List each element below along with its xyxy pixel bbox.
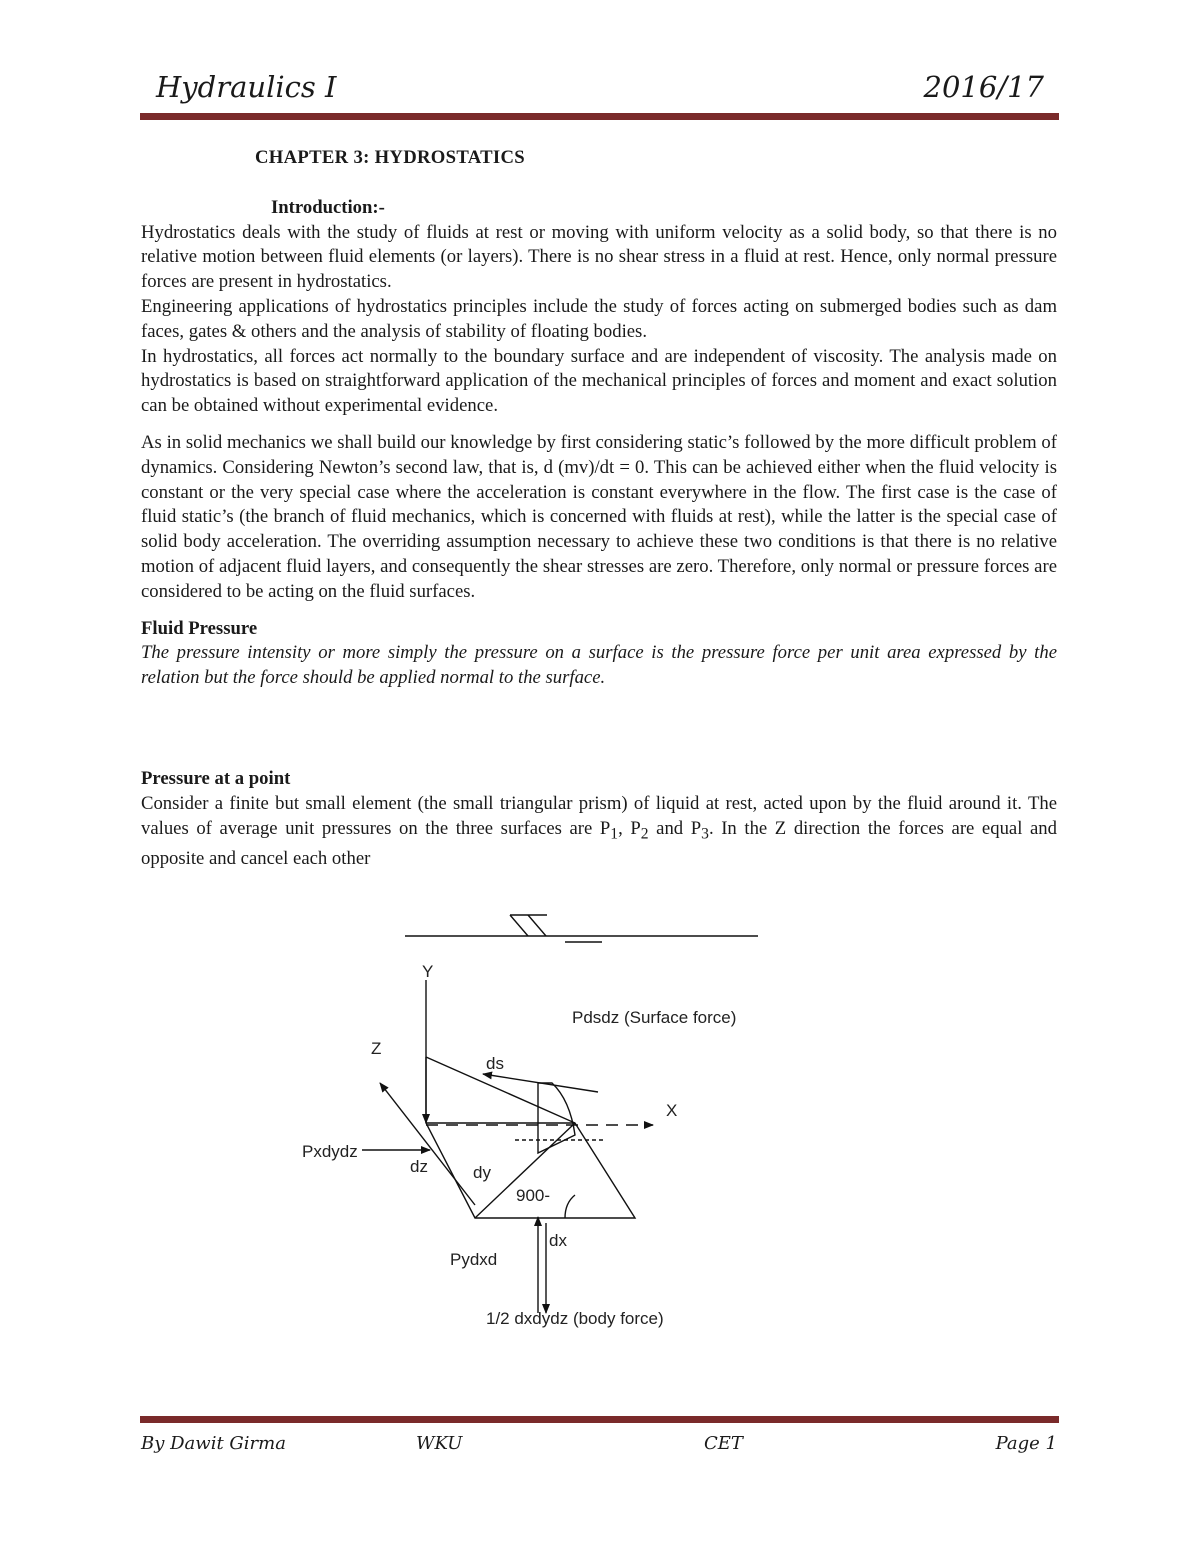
x-axis-label: X (666, 1101, 678, 1120)
paragraph-2: Engineering applications of hydrostatics principles include the study of forces acting on submerged bodies such as dam faces, gates & others and the analysis of stability of floating bodies. (141, 295, 1057, 342)
header-title: Hydraulics I (156, 70, 337, 104)
intro-heading: Introduction:- (271, 196, 385, 218)
angle-arc (565, 1195, 575, 1218)
chapter-title: CHAPTER 3: HYDROSTATICS (255, 147, 525, 168)
document-body (141, 146, 1057, 872)
pressure-point-sep2: and P (648, 817, 702, 839)
footer-author: By Dawit Girma (141, 1433, 286, 1454)
pressure-point-heading: Pressure at a point (141, 767, 291, 789)
pressure-point-text (141, 792, 1057, 872)
dy-label: dy (473, 1163, 491, 1182)
surface-force-label: Pdsdz (Surface force) (572, 1008, 737, 1027)
pressure-point-sep1: , P (618, 817, 641, 839)
footer-page: Page 1 (995, 1433, 1057, 1454)
free-surface-symbol-slash2 (528, 915, 546, 936)
free-surface-symbol-slash1 (510, 915, 528, 936)
fluid-pressure-heading: Fluid Pressure (141, 617, 258, 639)
p2-subscript: 2 (640, 825, 649, 843)
footer-institution: WKU (416, 1433, 463, 1454)
p1-subscript: 1 (610, 825, 619, 843)
z-axis-label: Z (371, 1039, 382, 1058)
footer-dept: CET (704, 1433, 743, 1454)
dx-label: dx (549, 1231, 567, 1250)
paragraph-1: Hydrostatics deals with the study of fluids at rest or moving with uniform velocity as a solid body, so that there is no relative motion between fluid elements (or layers). There is no shear stress in a fluid at rest. Hence, only normal pressure forces are present in hydrostatics. (141, 221, 1057, 293)
paragraph-3: In hydrostatics, all forces act normally to the boundary surface and are independent of viscosity. The analysis made on hydrostatics is based on straightforward application of the mechanical principles of forces and moment and exact solution can be obtained without experimental evidence. (141, 345, 1057, 417)
pydxd-label: Pydxd (450, 1250, 498, 1269)
angle-label: 900- (516, 1186, 551, 1205)
z-axis-arrow (380, 1083, 475, 1205)
pxdydz-label: Pxdydz (302, 1142, 358, 1161)
surface-element-sketch (538, 1083, 575, 1153)
header-rule (140, 113, 1059, 120)
body-force-label: 1/2 dxdydz (body force) (486, 1309, 664, 1328)
triangular-prism-diagram (290, 905, 770, 1345)
header-year: 2016/17 (923, 70, 1044, 104)
fluid-pressure-text: The pressure intensity or more simply the pressure on a surface is the pressure force per unit area expressed by the relation but the force should be applied normal to the surface. (141, 642, 1057, 689)
ds-label: ds (486, 1054, 504, 1073)
pressure-point-text-after: . In the Z direction the forces are equal and opposite and cancel each other (141, 817, 1057, 870)
p3-subscript: 3 (701, 825, 709, 843)
dz-label: dz (410, 1157, 428, 1176)
pressure-point-text-before: Consider a finite but small element (the small triangular prism) of liquid at rest, acted upon by the fluid around it. The values of average unit pressures on the three surfaces are P (141, 792, 1057, 839)
y-axis-label: Y (422, 962, 434, 981)
footer-rule (140, 1416, 1059, 1423)
paragraph-4: As in solid mechanics we shall build our knowledge by first considering static’s followed by the more difficult problem of dynamics. Considering Newton’s second law, that is, d (mv)/dt = 0. This can be achieved either when the fluid velocity is constant or the very special case where the acceleration is constant everywhere in the flow. The first case is the case of fluid static’s (the branch of fluid mechanics, which is concerned with fluids at rest), while the latter is the special case of solid body acceleration. The overriding assumption necessary to achieve these two conditions is that there is no relative motion of adjacent fluid layers, and consequently the shear stresses are zero. Therefore, only normal or pressure forces are considered to be acting on the fluid surfaces. (141, 431, 1057, 602)
